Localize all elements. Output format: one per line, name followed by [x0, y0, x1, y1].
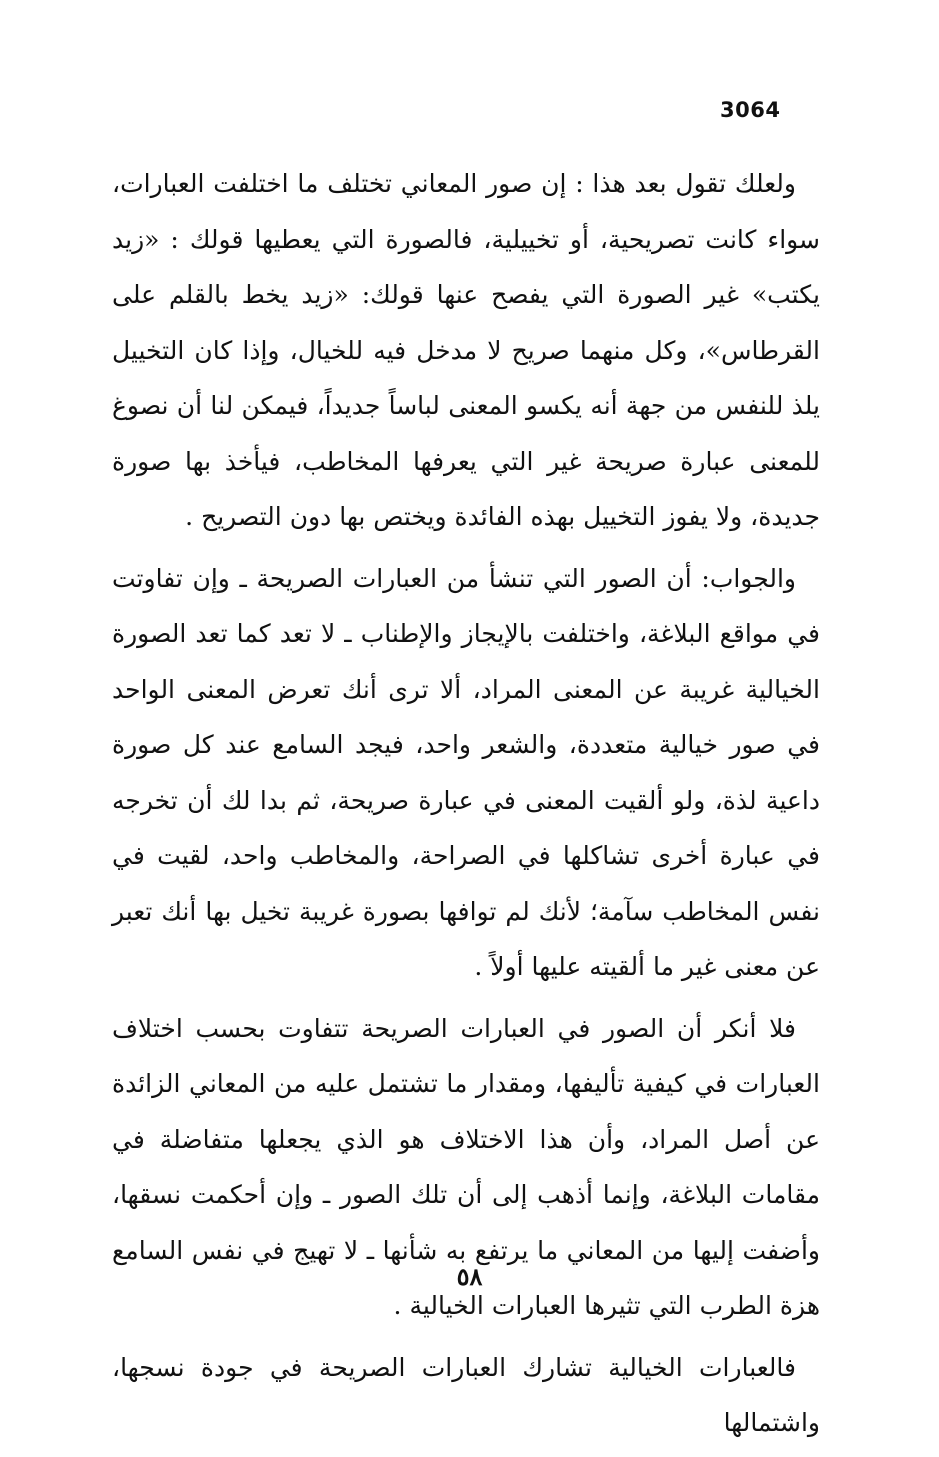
paragraph: والجواب: أن الصور التي تنشأ من العبارات الصريحة ـ وإن تفاوتت في مواقع البلاغة، واختلفت بالإيجاز والإطناب ـ لا تعد كما تعد الصورة الخيالية غريبة عن المعنى المراد، ألا ترى أنك تعرض المعنى الواحد في صور خيالية متعددة، والشعر واحد، فيجد السامع عند كل صورة داعية لذة، ولو ألقيت المعنى في عبارة صريحة، ثم بدا لك أن تخرجه في عبارة أخرى تشاكلها في الصراحة، والمخاطب واحد، لقيت في نفس المخاطب سآمة؛ لأنك لم توافها بصورة غريبة تخيل بها أنك تعبر عن معنى غير ما ألقيته عليها أولاً .	[112, 563, 820, 981]
page-id: 3064	[720, 98, 781, 122]
paragraph: فالعبارات الخيالية تشارك العبارات الصريحة في جودة نسجها، واشتمالها	[112, 1352, 820, 1437]
paragraph: فلا أنكر أن الصور في العبارات الصريحة تتفاوت بحسب اختلاف العبارات في كيفية تأليفها، ومقدار ما تشتمل عليه من المعاني الزائدة عن أصل المراد، وأن هذا الاختلاف هو الذي يجعلها متفاضلة في مقامات البلاغة، وإنما أذهب إلى أن تلك الصور ـ وإن أحكمت نسقها، وأضفت إليها من المعاني ما يرتفع به شأنها ـ لا تهيج في نفس السامع هزة الطرب التي تثيرها العبارات الخيالية .	[112, 1013, 820, 1320]
page-number: ٥٨	[456, 1262, 483, 1291]
paragraph: ولعلك تقول بعد هذا : إن صور المعاني تختلف ما اختلفت العبارات، سواء كانت تصريحية، أو تخييلية، فالصورة التي يعطيها قولك : «زيد يكتب» غير الصورة التي يفصح عنها قولك: «زيد يخط بالقلم على القرطاس»، وكل منهما صريح لا مدخل فيه للخيال، وإذا كان التخييل يلذ للنفس من جهة أنه يكسو المعنى لباساً جديداً، فيمكن لنا أن نصوغ للمعنى عبارة صريحة غير التي يعرفها المخاطب، فيأخذ بها صورة جديدة، ولا يفوز التخييل بهذه الفائدة ويختص بها دون التصريح .	[112, 169, 820, 531]
